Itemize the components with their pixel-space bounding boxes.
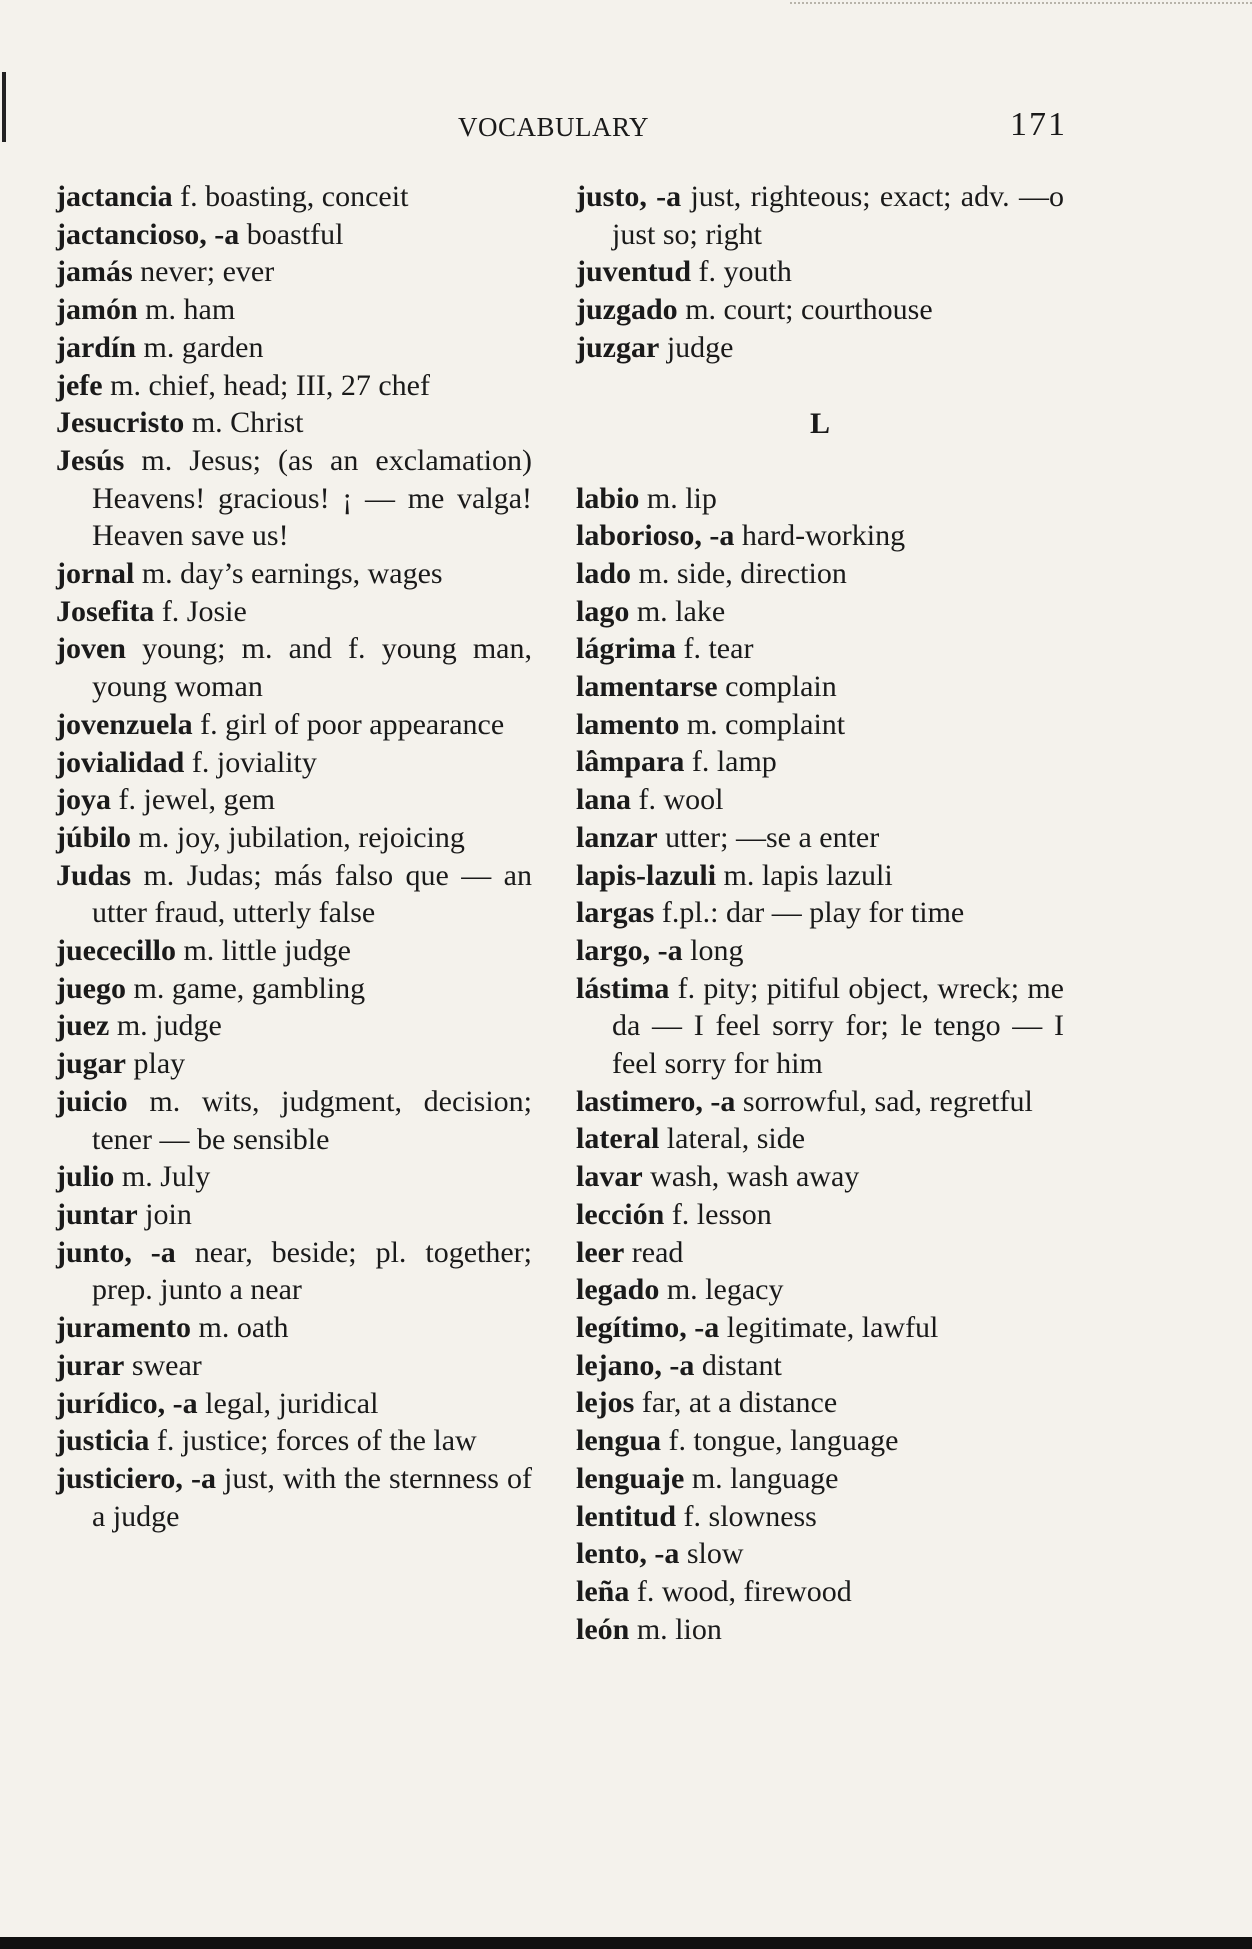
definition: f. tongue, language [661,1424,899,1458]
dictionary-entry [56,593,532,631]
headword: Jesús [56,443,125,477]
definition: m. legacy [659,1273,784,1307]
definition: m. oath [190,1311,289,1345]
definition: near, beside; pl. together; prep. junto a near [92,1235,533,1307]
definition: m. complaint [679,707,846,741]
definition: m. little judge [175,934,351,968]
headword: juventud [576,255,692,289]
dictionary-entry [576,1083,1064,1121]
definition: f. lamp [684,745,777,779]
dictionary-entry [576,1535,1064,1573]
dictionary-entry [576,819,1064,857]
definition: m. wits, judgment, decision; tener — be sensible [92,1084,532,1156]
dictionary-entry [576,1158,1064,1196]
right-column-l-entries [576,480,1064,1649]
headword: jefe [56,368,103,402]
scan-edge-bottom [0,1937,1252,1949]
dictionary-entry [56,970,532,1008]
headword: leer [576,1235,625,1269]
definition: distant [694,1348,782,1382]
dictionary-entry [576,1384,1064,1422]
definition: m. language [684,1461,839,1495]
headword: juramento [56,1311,191,1345]
dictionary-entry [56,1460,532,1535]
definition: m. Judas; más falso que — an utter fraud, utterly false [92,858,532,930]
headword: legado [576,1273,660,1307]
dictionary-entry [576,1309,1064,1347]
definition: far, at a distance [634,1386,838,1420]
definition: just, with the sternness of a judge [92,1461,532,1533]
definition: f. girl of poor appearance [192,707,505,741]
dictionary-entry [576,781,1064,819]
dictionary-entry [56,216,532,254]
headword: león [576,1612,630,1646]
definition: complain [717,670,837,704]
dictionary-entry [576,1422,1064,1460]
definition: m. lip [639,481,717,515]
definition: never; ever [132,255,275,289]
headword: julio [56,1160,115,1194]
headword: juez [56,1009,110,1043]
definition: f. youth [691,255,792,289]
definition: m. lapis lazuli [716,858,893,892]
headword: jamón [56,293,138,327]
dictionary-entry [576,1347,1064,1385]
definition: m. court; courthouse [677,293,933,327]
dictionary-entry [576,668,1064,706]
dictionary-entry [56,1422,532,1460]
dictionary-entry [56,1196,532,1234]
headword: lenguaje [576,1461,685,1495]
definition: f. jewel, gem [111,783,276,817]
definition: swear [124,1348,202,1382]
headword: jurídico, -a [56,1386,198,1420]
headword: lástima [576,971,670,1005]
definition: utter; —se a enter [657,820,880,854]
definition: f. Josie [154,594,247,628]
dictionary-entry [56,819,532,857]
definition: f.pl.: dar — play for time [654,896,965,930]
headword: joven [56,632,126,666]
headword: lapis-lazuli [576,858,717,892]
definition: m. side, direction [631,556,847,590]
headword: jamás [56,255,133,289]
headword: juicio [56,1084,128,1118]
headword: justiciero, -a [56,1461,216,1495]
headword: lateral [576,1122,660,1156]
headword: lección [576,1197,665,1231]
definition: legitimate, lawful [719,1310,939,1344]
dictionary-entry [576,706,1064,744]
dictionary-entry [576,1234,1064,1272]
definition: read [624,1235,684,1269]
dictionary-entry [56,630,532,705]
definition: boastful [239,217,344,251]
dictionary-entry [576,857,1064,895]
dictionary-entry [576,1498,1064,1536]
headword: lago [576,594,630,628]
dictionary-entry [56,367,532,405]
definition: m. judge [109,1009,222,1043]
dictionary-entry [576,1611,1064,1649]
definition: f. wool [631,783,724,817]
definition: hard-working [734,519,906,553]
dictionary-entry [56,932,532,970]
definition: join [137,1197,192,1231]
dictionary-entry [576,178,1064,253]
dictionary-entry [56,1385,532,1423]
definition: m. joy, jubilation, rejoicing [131,820,465,854]
definition: lateral, side [659,1122,806,1156]
headword: jactancia [56,180,173,213]
headword: labio [576,481,640,515]
dictionary-entry [576,932,1064,970]
definition: just, righteous; exact; adv. —o just so; right [612,180,1064,251]
definition: legal, juridical [197,1386,379,1420]
dictionary-entry [56,1007,532,1045]
dictionary-entry [576,630,1064,668]
definition: m. July [114,1160,211,1194]
headword: lastimero, -a [576,1084,736,1118]
headword: lamentarse [576,670,718,704]
letter-heading: L [809,406,830,440]
dictionary-entry [576,1460,1064,1498]
dictionary-entry [576,291,1064,329]
headword: largas [576,896,655,930]
definition: f. lesson [664,1197,772,1231]
definition: m. ham [137,293,236,327]
dictionary-entry [56,442,532,555]
page-number: 171 [1010,106,1067,143]
headword: jardín [56,330,137,364]
headword: lado [576,556,632,590]
dictionary-entry [56,1045,532,1083]
definition: m. lion [629,1612,722,1646]
definition: m. day’s earnings, wages [134,557,443,591]
definition: m. chief, head; III, 27 chef [102,368,430,402]
headword: lento, -a [576,1537,680,1571]
right-column [576,178,1064,1648]
dictionary-entry [576,480,1064,518]
headword: jactancioso, -a [56,217,240,251]
dictionary-entry [56,706,532,744]
dictionary-entry [56,1309,532,1347]
scan-edge-left [2,72,6,142]
dictionary-entry [56,555,532,593]
headword: lentitud [576,1499,677,1533]
dictionary-entry [576,517,1064,555]
headword: Judas [56,858,132,892]
definition: sorrowful, sad, regretful [735,1084,1033,1118]
headword: justicia [56,1424,150,1458]
dictionary-entry [56,1347,532,1385]
headword: lanzar [576,820,658,854]
definition: m. garden [136,330,264,364]
headword: juzgar [576,330,660,364]
dictionary-entry [56,178,532,216]
headword: justo, -a [576,180,682,213]
left-column [56,178,532,1535]
running-head: VOCABULARY [458,112,650,142]
dictionary-entry [576,593,1064,631]
definition: m. game, gambling [126,971,366,1005]
headword: jugar [56,1047,126,1081]
definition: slow [679,1537,744,1571]
headword: Josefita [56,594,155,628]
headword: lâmpara [576,745,685,779]
headword: Jesucristo [56,406,185,440]
headword: lavar [576,1160,643,1194]
headword: lengua [576,1424,662,1458]
dictionary-entry [56,857,532,932]
headword: jurar [56,1348,125,1382]
headword: juntar [56,1197,138,1231]
dictionary-entry [576,743,1064,781]
headword: lágrima [576,632,676,666]
dictionary-entry [56,1158,532,1196]
headword: junto, -a [56,1235,176,1269]
headword: largo, -a [576,933,683,967]
definition: wash, wash away [642,1160,860,1194]
definition: f. pity; pitiful object, wreck; me da — I feel sorry for; le tengo — I feel sorry for him [612,971,1064,1081]
headword: jovenzuela [56,707,193,741]
scan-edge-top [790,2,1252,4]
definition: f. tear [675,632,754,666]
definition: judge [659,330,734,364]
definition: m. Christ [184,406,304,440]
dictionary-entry [576,1271,1064,1309]
headword: juzgado [576,293,678,327]
headword: juececillo [56,934,176,968]
dictionary-entry [56,291,532,329]
definition: long [682,933,744,967]
headword: laborioso, -a [576,519,735,553]
definition: young; m. and f. young man, young woman [92,632,532,704]
dictionary-entry [576,894,1064,932]
headword: lejano, -a [576,1348,695,1382]
definition: f. slowness [676,1499,817,1533]
definition: f. boasting, conceit [172,180,409,213]
definition: f. wood, firewood [629,1574,852,1608]
dictionary-entry [576,970,1064,1083]
dictionary-entry [56,253,532,291]
headword: jovialidad [56,745,185,779]
definition: m. Jesus; (as an exclamation) Heavens! gracious! ¡ — me valga! Heaven save us! [92,443,532,553]
headword: legítimo, -a [576,1310,720,1344]
headword: joya [56,783,111,817]
headword: lana [576,783,632,817]
definition: m. lake [629,594,726,628]
dictionary-entry [56,781,532,819]
headword: jornal [56,557,135,591]
definition: f. joviality [184,745,317,779]
dictionary-entry [576,329,1064,367]
headword: júbilo [56,820,132,854]
dictionary-entry [56,404,532,442]
dictionary-entry [576,555,1064,593]
definition: f. justice; forces of the law [149,1424,477,1458]
dictionary-entry [576,1196,1064,1234]
dictionary-entry [576,253,1064,291]
dictionary-entry [576,1573,1064,1611]
headword: leña [576,1574,630,1608]
dictionary-entry [56,329,532,367]
right-column-j-entries [576,178,1064,367]
headword: lamento [576,707,680,741]
headword: lejos [576,1386,635,1420]
headword: juego [56,971,126,1005]
dictionary-entry [576,1120,1064,1158]
definition: play [126,1047,186,1081]
dictionary-entry [56,1083,532,1158]
dictionary-entry [56,744,532,782]
dictionary-entry [56,1234,532,1309]
